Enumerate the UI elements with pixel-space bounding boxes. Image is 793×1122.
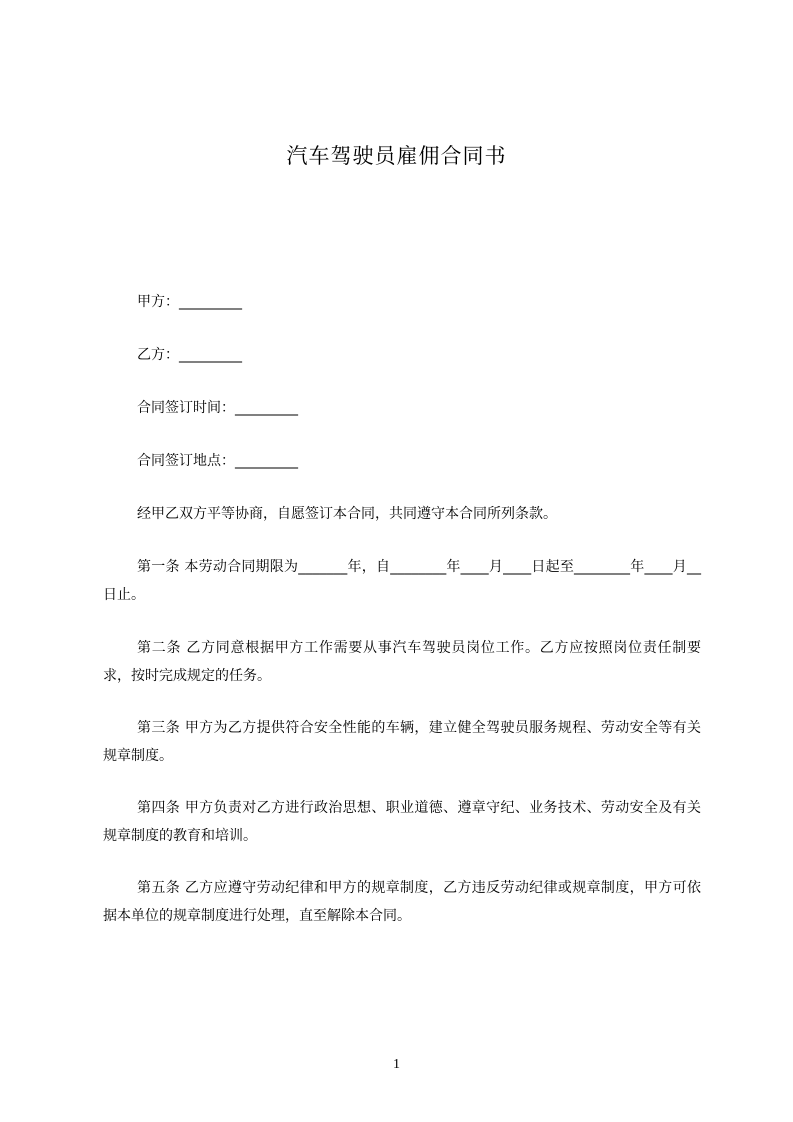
article-4-paragraph: 第四条 甲方负责对乙方进行政治思想、职业道德、遵章守纪、业务技术、劳动安全及有关规章制度的教育和培训。 [103, 800, 701, 844]
page-number: 1 [393, 1057, 400, 1072]
party-a-field: 甲方：_________ [137, 294, 242, 310]
article-3-paragraph: 第三条 甲方为乙方提供符合安全性能的车辆，建立健全驾驶员服务规程、劳动安全等有关规章制度。 [103, 720, 701, 764]
party-b-field: 乙方：_________ [137, 347, 242, 363]
sign-time-field: 合同签订时间：_________ [137, 400, 298, 416]
article-2-paragraph: 第二条 乙方同意根据甲方工作需要从事汽车驾驶员岗位工作。乙方应按照岗位责任制要求，按时完成规定的任务。 [103, 640, 701, 684]
article-5-paragraph: 第五条 乙方应遵守劳动纪律和甲方的规章制度，乙方违反劳动纪律或规章制度，甲方可依据本单位的规章制度进行处理，直至解除本合同。 [103, 880, 701, 924]
article-1-paragraph: 第一条 本劳动合同期限为_______年，自________年____月____日起至________年____月__日止。 [103, 559, 701, 603]
document-title: 汽车驾驶员雇佣合同书 [286, 144, 507, 168]
preamble-paragraph: 经甲乙双方平等协商，自愿签订本合同，共同遵守本合同所列条款。 [137, 506, 557, 522]
sign-place-field: 合同签订地点：_________ [137, 453, 298, 469]
